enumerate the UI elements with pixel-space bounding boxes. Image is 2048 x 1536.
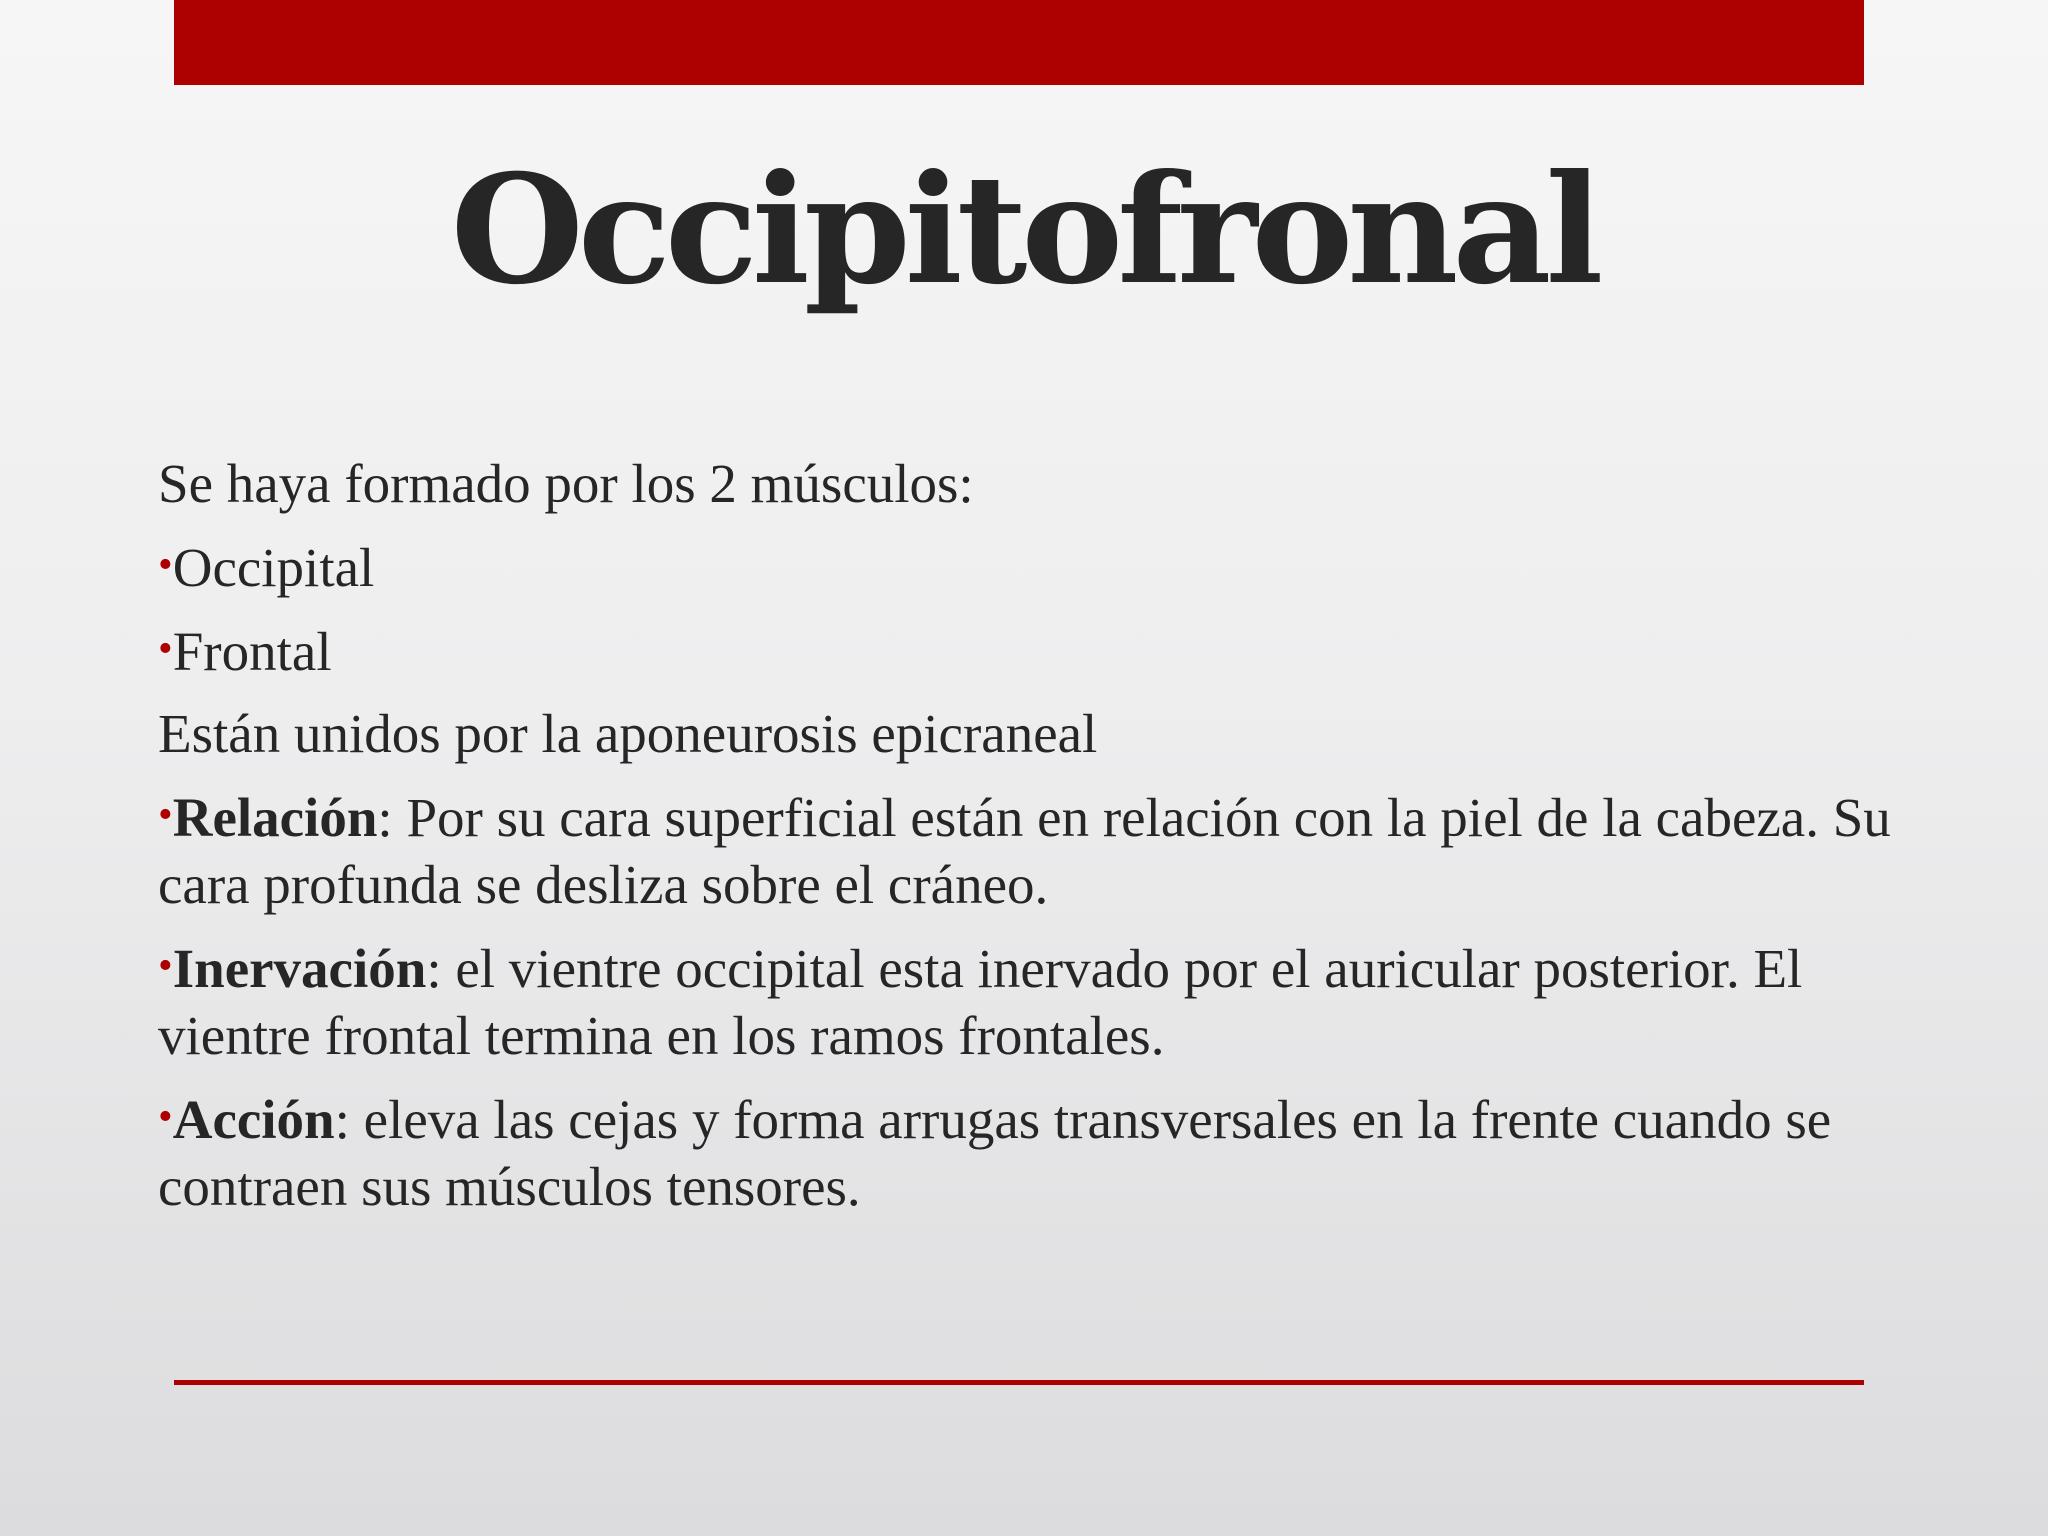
union-text: Están unidos por la aponeurosis epicraneal <box>158 703 1098 764</box>
accion-text: : eleva las cejas y forma arrugas transversales en la frente cuando se contraen sus músculos tensores. <box>158 1089 1832 1217</box>
relacion-label: Relación <box>172 787 378 848</box>
inervacion-label: Inervación <box>172 938 427 999</box>
intro-text: Se haya formado por los 2 músculos: <box>158 453 974 514</box>
inervacion-text: : el vientre occipital esta inervado por el auricular posterior. El vientre frontal termina en los ramos frontales. <box>158 938 1803 1066</box>
bullet-icon: • <box>158 1094 173 1140</box>
accion-item <box>158 1084 1918 1220</box>
bullet-icon: • <box>158 626 173 672</box>
slide-body <box>158 450 1918 1235</box>
list-item-label: Frontal <box>172 621 332 682</box>
list-item-label: Occipital <box>172 537 375 598</box>
inervacion-item <box>158 933 1918 1069</box>
list-item-occipital <box>158 532 1918 601</box>
bullet-icon: • <box>158 542 173 588</box>
bullet-icon: • <box>158 792 173 838</box>
bullet-icon: • <box>158 943 173 989</box>
top-accent-bar <box>174 0 1864 85</box>
list-item-frontal <box>158 616 1918 685</box>
relacion-text: : Por su cara superficial están en relación con la piel de la cabeza. Su cara profunda se desliza sobre el cráneo. <box>158 787 1891 915</box>
slide-title: Occipitofronal <box>450 142 1598 318</box>
relacion-item <box>158 782 1918 918</box>
accion-label: Acción <box>172 1089 335 1150</box>
bottom-accent-line <box>174 1380 1864 1385</box>
